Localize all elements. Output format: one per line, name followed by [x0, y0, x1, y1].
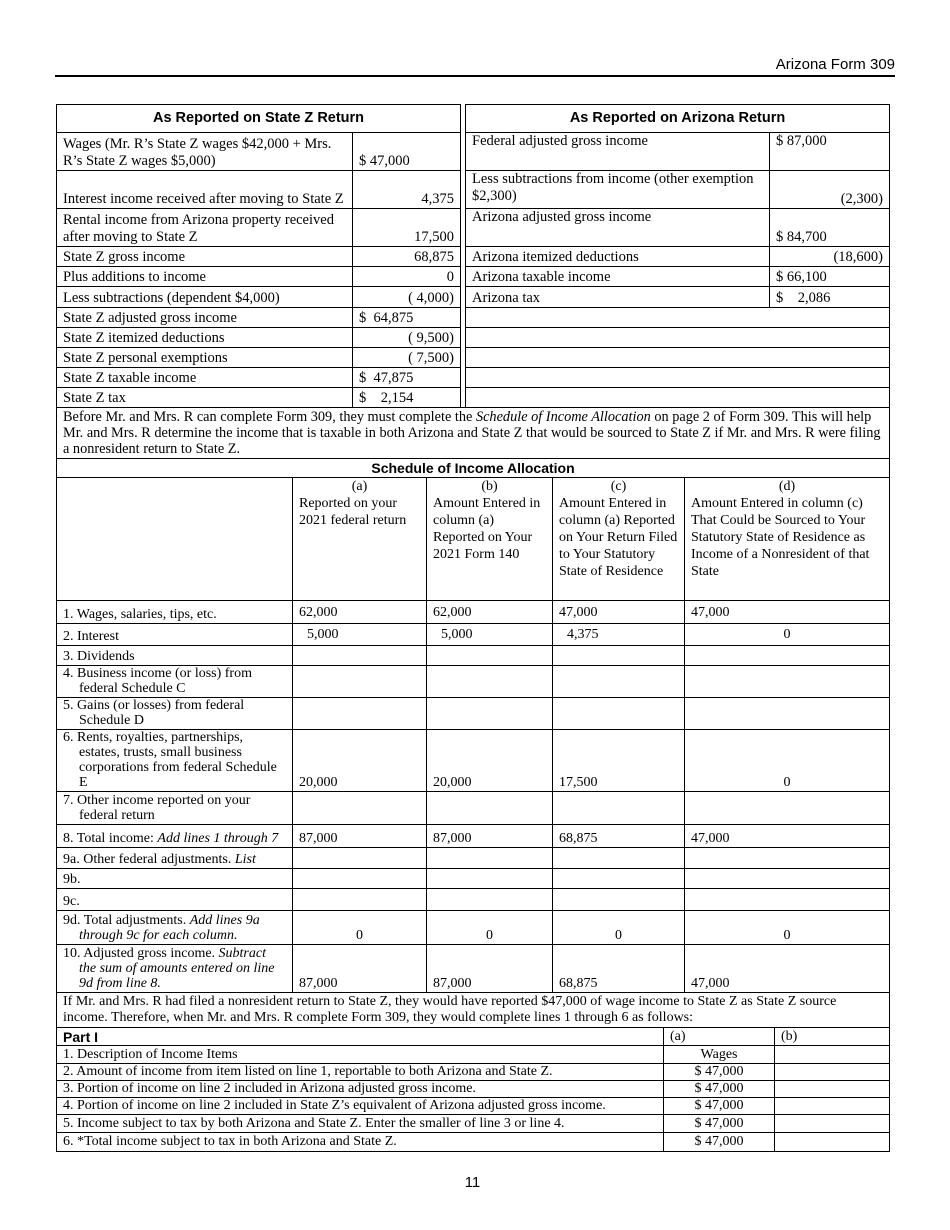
part-i-col-b: (b): [775, 1028, 890, 1046]
schedule-row-label: 9a. Other federal adjustments. List: [57, 848, 293, 869]
schedule-row: [57, 698, 890, 730]
page-number: 11: [464, 1174, 481, 1191]
arizona-header: As Reported on Arizona Return: [466, 105, 890, 133]
part-i-col-a: (a): [664, 1028, 775, 1046]
part-i-row: [57, 1115, 890, 1133]
state-z-label: State Z tax: [57, 388, 353, 408]
schedule-cell-a: [293, 666, 427, 698]
schedule-of-income-allocation: [56, 458, 890, 1028]
state-z-value: $ 2,154: [353, 388, 461, 408]
state-z-label: Less subtractions (dependent $4,000): [57, 287, 353, 308]
schedule-title: Schedule of Income Allocation: [57, 459, 890, 478]
arizona-empty-cell: [466, 348, 890, 368]
comparison-row: [57, 348, 890, 368]
schedule-cell-d: 0: [685, 730, 890, 792]
schedule-cell-b: [427, 792, 553, 825]
comparison-row: [57, 328, 890, 348]
part-i-value-b: [775, 1064, 890, 1081]
header-rule: [55, 75, 895, 77]
part-i-label: 5. Income subject to tax by both Arizona and State Z. Enter the smaller of line 3 or line 4.: [57, 1115, 664, 1133]
schedule-row-label: 3. Dividends: [57, 646, 293, 666]
part-i-title: Part I: [57, 1028, 664, 1046]
schedule-row: [57, 825, 890, 848]
schedule-cell-d: [685, 646, 890, 666]
state-z-label: State Z itemized deductions: [57, 328, 353, 348]
state-z-value: $ 47,875: [353, 368, 461, 388]
arizona-label: Arizona tax: [466, 287, 770, 308]
comparison-row: [57, 209, 890, 247]
schedule-cell-d: [685, 698, 890, 730]
arizona-value: $ 84,700: [770, 209, 890, 247]
schedule-cell-c: [553, 889, 685, 911]
part-i-value-a: Wages: [664, 1046, 775, 1064]
schedule-cell-c: 4,375: [553, 624, 685, 646]
schedule-row-label: 8. Total income: Add lines 1 through 7: [57, 825, 293, 848]
schedule-cell-c: [553, 848, 685, 869]
part-i-value-a: $ 47,000: [664, 1115, 775, 1133]
state-z-label: State Z gross income: [57, 247, 353, 267]
part-i-value-b: [775, 1098, 890, 1115]
schedule-row: [57, 624, 890, 646]
schedule-row: [57, 666, 890, 698]
schedule-cell-a: 87,000: [293, 825, 427, 848]
schedule-cell-d: 47,000: [685, 945, 890, 993]
schedule-cell-b: 5,000: [427, 624, 553, 646]
part-i-label: 3. Portion of income on line 2 included in Arizona adjusted gross income.: [57, 1081, 664, 1098]
schedule-cell-a: 87,000: [293, 945, 427, 993]
schedule-cell-c: [553, 666, 685, 698]
arizona-value: (2,300): [770, 171, 890, 209]
state-z-value: 4,375: [353, 171, 461, 209]
schedule-cell-d: [685, 848, 890, 869]
arizona-label: Arizona taxable income: [466, 267, 770, 287]
part-i-row: [57, 1081, 890, 1098]
part-i-value-b: [775, 1046, 890, 1064]
arizona-value: $ 87,000: [770, 133, 890, 171]
schedule-cell-b: [427, 666, 553, 698]
schedule-row: [57, 646, 890, 666]
part-i-value-a: $ 47,000: [664, 1098, 775, 1115]
comparison-row: [57, 133, 890, 171]
schedule-cell-b: 62,000: [427, 601, 553, 624]
schedule-cell-b: [427, 698, 553, 730]
schedule-cell-d: [685, 869, 890, 889]
closing-paragraph: If Mr. and Mrs. R had filed a nonresident return to State Z, they would have reported $47,000 of wage income to State Z as State Z source income. Therefore, when Mr. and Mrs. R complete Form 309, they would complete lines 1 through 6 as follows:: [57, 993, 890, 1028]
schedule-cell-d: 0: [685, 624, 890, 646]
arizona-label: Arizona adjusted gross income: [466, 209, 770, 247]
schedule-cell-b: 87,000: [427, 825, 553, 848]
schedule-cell-b: [427, 646, 553, 666]
part-i-label: 4. Portion of income on line 2 included in State Z’s equivalent of Arizona adjusted gross income.: [57, 1098, 664, 1115]
schedule-cell-a: [293, 698, 427, 730]
schedule-row-label: 9b.: [57, 869, 293, 889]
schedule-cell-b: 0: [427, 911, 553, 945]
part-i-label: 6. *Total income subject to tax in both Arizona and State Z.: [57, 1133, 664, 1152]
state-z-label: State Z taxable income: [57, 368, 353, 388]
schedule-row: [57, 945, 890, 993]
schedule-cell-c: [553, 646, 685, 666]
schedule-cell-c: 0: [553, 911, 685, 945]
schedule-cell-a: [293, 792, 427, 825]
schedule-row: [57, 601, 890, 624]
state-z-label: State Z adjusted gross income: [57, 308, 353, 328]
schedule-cell-a: [293, 889, 427, 911]
comparison-row: [57, 388, 890, 408]
schedule-cell-a: [293, 848, 427, 869]
state-z-value: 68,875: [353, 247, 461, 267]
schedule-cell-d: 0: [685, 911, 890, 945]
schedule-cell-c: 47,000: [553, 601, 685, 624]
schedule-cell-b: [427, 869, 553, 889]
schedule-cell-d: [685, 889, 890, 911]
schedule-row: [57, 889, 890, 911]
schedule-column-header: (b) Amount Entered in column (a) Reported on Your 2021 Form 140: [427, 478, 553, 601]
arizona-label: Arizona itemized deductions: [466, 247, 770, 267]
schedule-cell-a: [293, 646, 427, 666]
comparison-row: [57, 287, 890, 308]
part-i-value-b: [775, 1115, 890, 1133]
state-z-label: Wages (Mr. R’s State Z wages $42,000 + Mrs. R’s State Z wages $5,000): [57, 133, 353, 171]
schedule-cell-a: 20,000: [293, 730, 427, 792]
schedule-row-label: 2. Interest: [57, 624, 293, 646]
part-i-row: [57, 1046, 890, 1064]
schedule-row-label: 6. Rents, royalties, partnerships, estates, trusts, small business corporations from federal Schedule E: [57, 730, 293, 792]
schedule-row: [57, 792, 890, 825]
schedule-row-label: 7. Other income reported on your federal return: [57, 792, 293, 825]
schedule-row-label: 9d. Total adjustments. Add lines 9a through 9c for each column.: [57, 911, 293, 945]
part-i-value-b: [775, 1133, 890, 1152]
arizona-value: (18,600): [770, 247, 890, 267]
state-z-label: Plus additions to income: [57, 267, 353, 287]
state-z-value: ( 7,500): [353, 348, 461, 368]
state-z-header: As Reported on State Z Return: [57, 105, 461, 133]
state-z-label: Interest income received after moving to State Z: [57, 171, 353, 209]
schedule-cell-b: [427, 889, 553, 911]
schedule-column-header: (c) Amount Entered in column (a) Reported on Your Return Filed to Your Statutory State of Residence: [553, 478, 685, 601]
schedule-cell-a: 62,000: [293, 601, 427, 624]
arizona-empty-cell: [466, 388, 890, 408]
schedule-cell-c: [553, 869, 685, 889]
part-i-value-a: $ 47,000: [664, 1133, 775, 1152]
state-z-value: $ 47,000: [353, 133, 461, 171]
schedule-cell-c: 68,875: [553, 945, 685, 993]
schedule-column-header: (a) Reported on your 2021 federal return: [293, 478, 427, 601]
schedule-row-label: 10. Adjusted gross income. Subtract the sum of amounts entered on line 9d from line 8.: [57, 945, 293, 993]
part-i-table: [56, 1027, 890, 1152]
part-i-label: 2. Amount of income from item listed on line 1, reportable to both Arizona and State Z.: [57, 1064, 664, 1081]
arizona-label: Less subtractions from income (other exemption $2,300): [466, 171, 770, 209]
schedule-row-label: 1. Wages, salaries, tips, etc.: [57, 601, 293, 624]
comparison-row: [57, 171, 890, 209]
schedule-cell-a: 5,000: [293, 624, 427, 646]
schedule-row-label: 4. Business income (or loss) from federal Schedule C: [57, 666, 293, 698]
comparison-table: [56, 104, 890, 459]
schedule-row: [57, 848, 890, 869]
part-i-row: [57, 1064, 890, 1081]
schedule-column-header: (d) Amount Entered in column (c) That Could be Sourced to Your Statutory State of Residence as Income of a Nonresident of that State: [685, 478, 890, 601]
part-i-value-b: [775, 1081, 890, 1098]
schedule-cell-c: 68,875: [553, 825, 685, 848]
form-title: Arizona Form 309: [775, 56, 895, 73]
state-z-value: $ 64,875: [353, 308, 461, 328]
schedule-row-label: 5. Gains (or losses) from federal Schedule D: [57, 698, 293, 730]
schedule-cell-b: [427, 848, 553, 869]
comparison-row: [57, 267, 890, 287]
schedule-cell-b: 87,000: [427, 945, 553, 993]
arizona-label: Federal adjusted gross income: [466, 133, 770, 171]
schedule-row: [57, 911, 890, 945]
schedule-cell-c: [553, 698, 685, 730]
state-z-value: 0: [353, 267, 461, 287]
schedule-cell-b: 20,000: [427, 730, 553, 792]
schedule-cell-d: 47,000: [685, 601, 890, 624]
state-z-value: ( 4,000): [353, 287, 461, 308]
schedule-row: [57, 730, 890, 792]
comparison-row: [57, 247, 890, 267]
schedule-cell-d: 47,000: [685, 825, 890, 848]
arizona-empty-cell: [466, 328, 890, 348]
state-z-value: 17,500: [353, 209, 461, 247]
state-z-label: Rental income from Arizona property received after moving to State Z: [57, 209, 353, 247]
schedule-row-label: 9c.: [57, 889, 293, 911]
state-z-value: ( 9,500): [353, 328, 461, 348]
page-content: [56, 104, 889, 1192]
schedule-cell-d: [685, 792, 890, 825]
schedule-cell-d: [685, 666, 890, 698]
intro-paragraph: Before Mr. and Mrs. R can complete Form 309, they must complete the Schedule of Income Allocation on page 2 of Form 309. This will help Mr. and Mrs. R determine the income that is taxable in both Arizona and State Z that would be sourced to State Z if Mr. and Mrs. R were filing a nonresident return to State Z.: [57, 408, 890, 459]
part-i-row: [57, 1133, 890, 1152]
arizona-value: $ 66,100: [770, 267, 890, 287]
part-i-value-a: $ 47,000: [664, 1081, 775, 1098]
part-i-row: [57, 1098, 890, 1115]
part-i-value-a: $ 47,000: [664, 1064, 775, 1081]
arizona-empty-cell: [466, 368, 890, 388]
schedule-row: [57, 869, 890, 889]
comparison-row: [57, 368, 890, 388]
schedule-cell-a: 0: [293, 911, 427, 945]
arizona-empty-cell: [466, 308, 890, 328]
schedule-cell-a: [293, 869, 427, 889]
part-i-label: 1. Description of Income Items: [57, 1046, 664, 1064]
arizona-value: $ 2,086: [770, 287, 890, 308]
state-z-label: State Z personal exemptions: [57, 348, 353, 368]
schedule-cell-c: [553, 792, 685, 825]
schedule-cell-c: 17,500: [553, 730, 685, 792]
comparison-row: [57, 308, 890, 328]
